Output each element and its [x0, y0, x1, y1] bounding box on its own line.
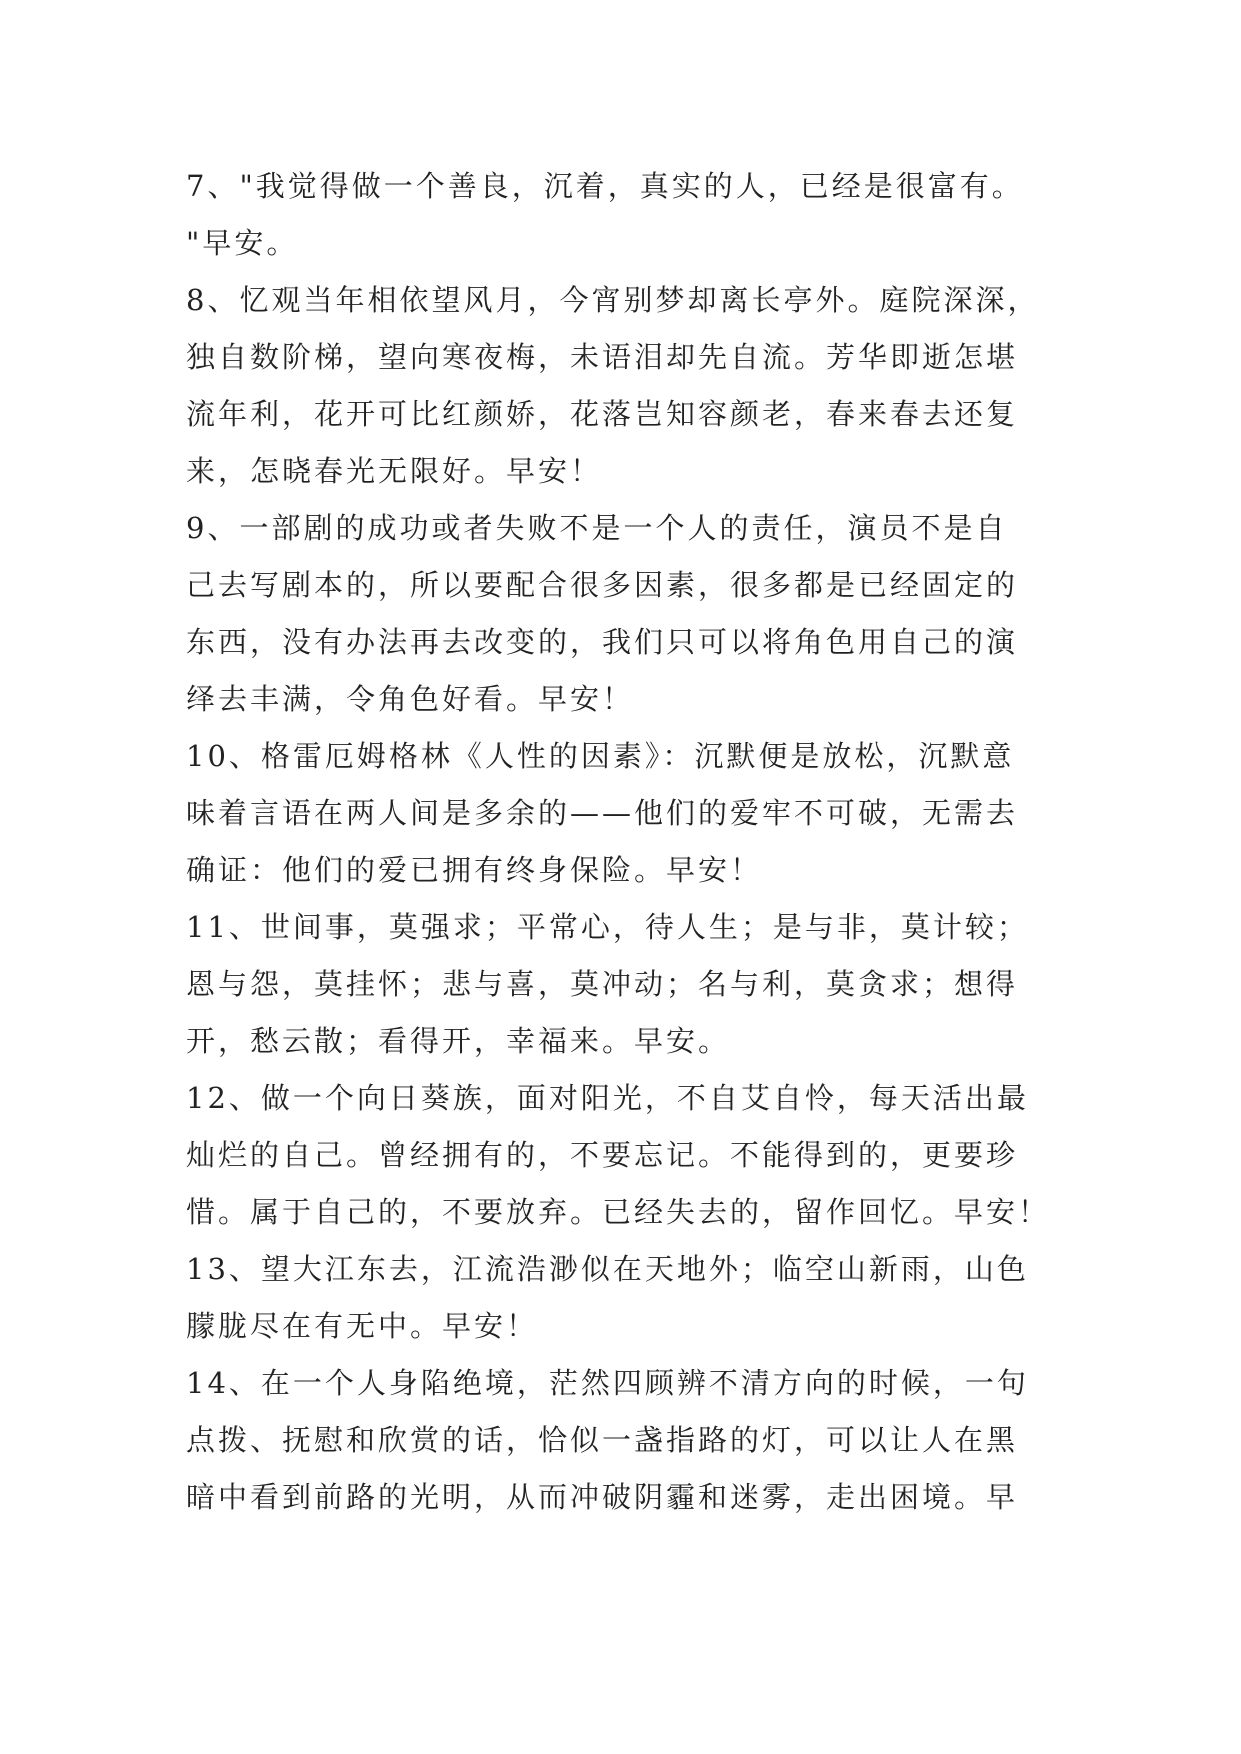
text-line: 7、"我觉得做一个善良，沉着，真实的人，已经是很富有。 [186, 169, 1024, 203]
text-line: 来，怎晓春光无限好。早安！ [186, 454, 603, 488]
text-line: 10、格雷厄姆格林《人性的因素》：沉默便是放松，沉默意 [186, 739, 1015, 773]
text-line: 流年利，花开可比红颜娇，花落岂知容颜老，春来春去还复 [186, 397, 1019, 431]
text-line: 东西，没有办法再去改变的，我们只可以将角色用自己的演 [186, 625, 1019, 659]
text-line: 暗中看到前路的光明，从而冲破阴霾和迷雾，走出困境。早 [186, 1480, 1019, 1514]
text-line: 味着言语在两人间是多余的——他们的爱牢不可破，无需去 [186, 796, 1019, 830]
text-line: 14、在一个人身陷绝境，茫然四顾辨不清方向的时候，一句 [186, 1366, 1029, 1400]
text-line: 11、世间事，莫强求；平常心，待人生；是与非，莫计较； [186, 910, 1029, 944]
text-line: 9、一部剧的成功或者失败不是一个人的责任，演员不是自 [186, 511, 1008, 545]
text-line: 朦胧尽在有无中。早安！ [186, 1309, 539, 1343]
text-line: 灿烂的自己。曾经拥有的，不要忘记。不能得到的，更要珍 [186, 1138, 1019, 1172]
text-line: 己去写剧本的，所以要配合很多因素，很多都是已经固定的 [186, 568, 1019, 602]
text-line: 点拨、抚慰和欣赏的话，恰似一盏指路的灯，可以让人在黑 [186, 1423, 1019, 1457]
text-line: 独自数阶梯，望向寒夜梅，未语泪却先自流。芳华即逝怎堪 [186, 340, 1019, 374]
text-line: 12、做一个向日葵族，面对阳光，不自艾自怜，每天活出最 [186, 1081, 1029, 1115]
text-line: 开，愁云散；看得开，幸福来。早安。 [186, 1024, 731, 1058]
text-line: 绎去丰满，令角色好看。早安！ [186, 682, 635, 716]
body-text [186, 158, 1066, 1526]
text-line: 惜。属于自己的，不要放弃。已经失去的，留作回忆。早安！ [186, 1195, 1051, 1229]
text-line: 8、忆观当年相依望风月，今宵别梦却离长亭外。庭院深深， [186, 283, 1040, 317]
text-line: 13、望大江东去，江流浩渺似在天地外；临空山新雨，山色 [186, 1252, 1029, 1286]
text-line: "早安。 [186, 226, 299, 260]
text-line: 恩与怨，莫挂怀；悲与喜，莫冲动；名与利，莫贪求；想得 [186, 967, 1019, 1001]
text-line: 确证：他们的爱已拥有终身保险。早安！ [186, 853, 763, 887]
